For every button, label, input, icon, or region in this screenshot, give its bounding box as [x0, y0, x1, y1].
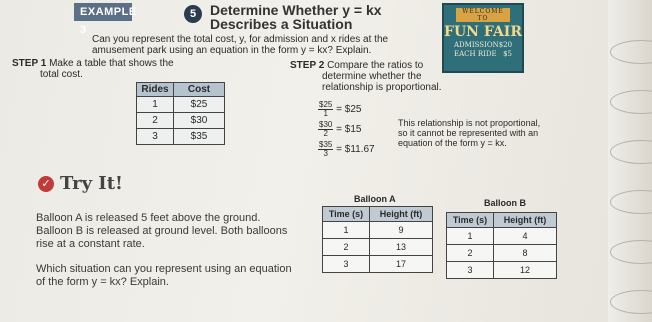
try-it-line-1: Balloon A is released 5 feet above the ground.: [36, 212, 261, 224]
sign-ride-price: $5: [503, 50, 512, 58]
ratio-fraction: [318, 101, 333, 118]
table-header-rides: Rides: [137, 83, 174, 97]
table-header-row: [323, 207, 433, 222]
balloon-b-table: [446, 212, 557, 279]
example-badge: EXAMPLE 3: [74, 3, 132, 21]
table-cell: 4: [494, 228, 557, 245]
sign-name: FUN FAIR: [444, 24, 522, 40]
conclusion-line-3: equation of the form y = kx.: [398, 138, 507, 148]
table-cell: 1: [137, 97, 174, 113]
table-row: [323, 239, 433, 256]
table-row: [323, 256, 433, 273]
spiral-ring: [610, 240, 652, 264]
step1-line-1: Make a table that shows the: [49, 58, 174, 69]
table-cell: 2: [447, 245, 494, 262]
ratio-numerator: $30: [319, 119, 333, 129]
table-row: [447, 245, 557, 262]
table-cell: 2: [137, 113, 174, 129]
step1-text: [12, 58, 174, 80]
spiral-ring: [610, 190, 652, 214]
table-cell: 13: [370, 239, 433, 256]
problem-line-2: amusement park using an equation in the form y = kx? Explain.: [92, 45, 372, 56]
step2-label: STEP 2: [290, 60, 325, 71]
step2-line-1: Compare the ratios to: [327, 60, 424, 71]
ratio-result: = $15: [336, 124, 362, 135]
table-cell: $30: [174, 113, 225, 129]
sign-welcome: WELCOME TO: [456, 8, 510, 22]
try-it-text: [36, 212, 292, 289]
example-title-line2: Describes a Situation: [210, 16, 353, 32]
rides-cost-table: [136, 82, 225, 145]
step2-text: [290, 60, 442, 93]
table-row: [447, 262, 557, 279]
step1-label: STEP 1: [12, 58, 47, 69]
ratio-result: = $11.67: [336, 144, 375, 155]
example-number-circle: 5: [184, 5, 202, 23]
ratio-list: [318, 100, 375, 160]
table-cell: 1: [323, 222, 370, 239]
try-it-line-4: Which situation can you represent using an equation: [36, 263, 292, 275]
table-cell: $35: [174, 129, 225, 145]
problem-statement: [92, 34, 388, 56]
table-cell: 9: [370, 222, 433, 239]
table-cell: 12: [494, 262, 557, 279]
ratio-row: [318, 140, 375, 160]
ratio-numerator: $25: [319, 99, 333, 109]
spiral-ring: [610, 290, 652, 314]
balloon-a-table: [322, 206, 433, 273]
table-row: [137, 97, 225, 113]
ratio-numerator: $35: [319, 139, 333, 149]
ratio-fraction: [318, 141, 333, 158]
sign-admission-label: ADMISSION: [454, 41, 499, 49]
problem-line-1: Can you represent the total cost, y, for admission and x rides at the: [92, 34, 389, 45]
step2-conclusion: [398, 118, 568, 148]
table-cell: 3: [447, 262, 494, 279]
table-row: [323, 222, 433, 239]
ratio-denominator: 1: [323, 108, 328, 118]
ratio-denominator: 2: [323, 128, 328, 138]
conclusion-line-1: This relationship is not proportional,: [398, 118, 541, 128]
sign-ride-label: EACH RIDE: [454, 50, 497, 58]
table-cell: 17: [370, 256, 433, 273]
sign-admission-row: [444, 41, 522, 49]
balloon-a-caption: Balloon A: [354, 194, 396, 204]
step2-line-2: determine whether the: [322, 71, 422, 82]
try-it-check-icon: ✓: [38, 176, 54, 192]
table-cell: 3: [323, 256, 370, 273]
example-title-line1: Determine Whether y = kx: [210, 2, 382, 18]
balloon-b-caption: Balloon B: [484, 198, 526, 208]
table-cell: 3: [137, 129, 174, 145]
table-row: [137, 113, 225, 129]
table-row: [137, 129, 225, 145]
ratio-row: [318, 120, 375, 140]
try-it-line-3: rise at a constant rate.: [36, 238, 145, 250]
sign-ride-row: [444, 50, 522, 58]
table-header-cost: Cost: [174, 83, 225, 97]
table-cell: 2: [323, 239, 370, 256]
table-cell: 1: [447, 228, 494, 245]
ratio-denominator: 3: [323, 148, 328, 158]
try-it-title: Try It!: [60, 173, 123, 194]
spiral-ring: [610, 140, 652, 164]
table-header-row: [137, 83, 225, 97]
notebook-spiral-edge: [608, 0, 652, 322]
table-header-row: [447, 213, 557, 228]
step2-line-3: relationship is proportional.: [322, 82, 442, 93]
table-header-height: Height (ft): [370, 207, 433, 222]
ratio-fraction: [318, 121, 333, 138]
fun-fair-sign: [442, 3, 524, 73]
conclusion-line-2: so it cannot be represented with an: [398, 128, 539, 138]
table-header-height: Height (ft): [494, 213, 557, 228]
step1-line-2: total cost.: [40, 69, 83, 80]
table-cell: 8: [494, 245, 557, 262]
sign-admission-price: $20: [498, 41, 513, 49]
ratio-row: [318, 100, 375, 120]
example-title: [210, 3, 382, 31]
try-it-line-2: Balloon B is released at ground level. Both balloons: [36, 225, 288, 237]
table-row: [447, 228, 557, 245]
table-header-time: Time (s): [323, 207, 370, 222]
table-header-time: Time (s): [447, 213, 494, 228]
ratio-result: = $25: [336, 104, 362, 115]
spiral-ring: [610, 40, 652, 64]
table-cell: $25: [174, 97, 225, 113]
try-it-line-5: of the form y = kx? Explain.: [36, 276, 169, 288]
spiral-ring: [610, 90, 652, 114]
